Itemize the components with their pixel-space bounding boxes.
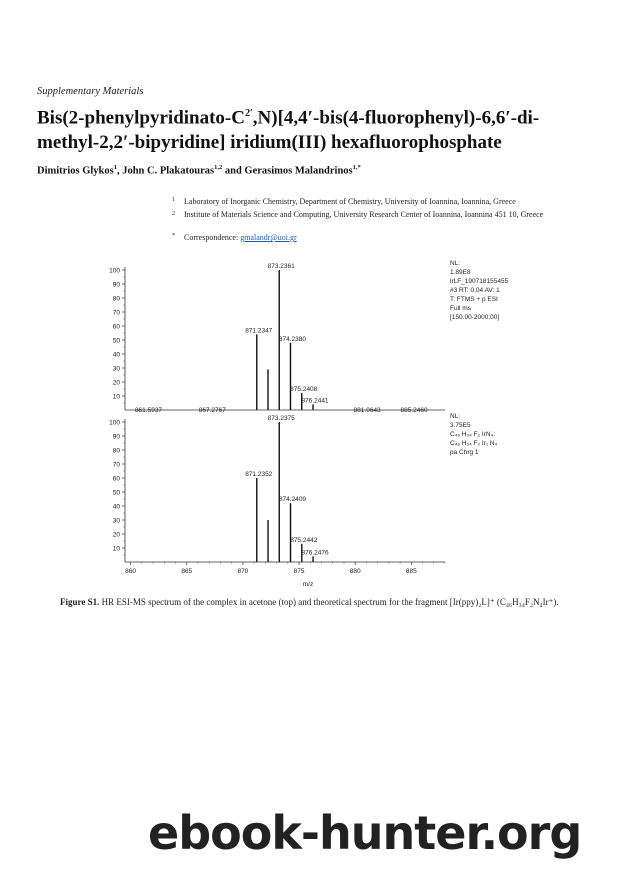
peak-label: 873.2375 — [267, 415, 295, 422]
y-tick-label: 60 — [112, 475, 120, 483]
top-axis-mass-labels — [135, 407, 428, 414]
peak-label: 876.2441 — [301, 397, 329, 405]
y-tick-label: 30 — [112, 365, 120, 373]
top-spectrum — [109, 260, 508, 414]
top-info-line: [150.00-2000.00] — [450, 314, 500, 321]
caption-text: HR ESI-MS spectrum of the complex in acetone (top) and theoretical spectrum for the fragment [Ir(ppy)₂L]⁺ (C₄₆H₃₄F₂N₄Ir⁺). — [99, 597, 559, 607]
correspondence-star: * — [172, 233, 175, 239]
peak-label: 874.2409 — [278, 496, 307, 504]
bottom-info-line: C₄₆ H₃₄ F₂ IrN₄: — [450, 431, 495, 438]
title-line-1: $Bis(2-phenylpyridinato-C^{2'},N)[4,4'-bis(4-fluorophenyl)-6,6'-di-$ — [37, 107, 540, 129]
axis-mass-label: 885.2460 — [400, 407, 428, 414]
x-tick-label: 865 — [181, 568, 193, 575]
x-tick-label: 885 — [405, 568, 417, 575]
top-info-line: NL: — [450, 260, 461, 267]
axis-mass-label: 861.5937 — [134, 407, 163, 414]
bottom-y-ticks — [109, 419, 125, 555]
x-axis-label: m/z — [302, 581, 314, 588]
correspondence-prefix: Correspondence: — [184, 233, 241, 242]
y-tick-label: 10 — [112, 545, 120, 553]
peak-label: 875.2442 — [290, 536, 318, 544]
watermark-text: ebook-hunter.org — [148, 806, 582, 860]
y-tick-label: 70 — [112, 461, 120, 469]
y-tick-label: 10 — [112, 393, 120, 401]
paper-title — [37, 101, 597, 155]
y-tick-label: 80 — [112, 447, 120, 455]
top-info-line: 1.89E8 — [450, 269, 471, 276]
y-tick-label: 60 — [112, 323, 120, 331]
correspondence — [172, 233, 297, 242]
top-info-line: Full ms — [450, 305, 471, 312]
peak-label: 873.2361 — [267, 263, 295, 270]
y-tick-label: 80 — [112, 295, 120, 303]
y-tick-label: 50 — [112, 337, 120, 345]
peak-label: 875.2408 — [290, 386, 318, 394]
title-line-2: methyl-2,2′-bipyridine] iridium(III) hexafluorophosphate — [37, 132, 502, 154]
y-tick-label: 100 — [109, 419, 120, 427]
y-tick-label: 40 — [112, 351, 120, 359]
top-info-line: lrLF_190718155455 — [450, 278, 509, 285]
figure-caption — [60, 596, 575, 609]
correspondence-email-link[interactable]: gmalandr@uoi.gr — [240, 233, 297, 242]
x-tick-label: 875 — [293, 568, 305, 575]
y-tick-label: 70 — [112, 309, 120, 317]
y-tick-label: 20 — [112, 379, 120, 387]
affiliation-text: Institute of Materials Science and Computing, University Research Center of Ioannina, Ioannina 451 10, Greece — [184, 210, 544, 219]
x-tick-label: 870 — [237, 568, 249, 575]
y-tick-label: 20 — [112, 531, 120, 539]
y-tick-label: 40 — [112, 503, 120, 511]
peak-label: 874.2380 — [278, 335, 307, 343]
x-tick-label: 880 — [349, 568, 361, 575]
affiliation-2 — [172, 209, 582, 221]
bottom-info-line: pa Chrg 1 — [450, 449, 479, 456]
affiliation-number: 2 — [172, 211, 175, 217]
x-tick-label: 860 — [125, 568, 137, 575]
y-tick-label: 30 — [112, 517, 120, 525]
top-info-line: T: FTMS + p ESI — [450, 296, 498, 303]
y-tick-label: 90 — [112, 433, 120, 441]
top-peaks — [245, 263, 329, 410]
bottom-info-line: C₄₆ H₃₄ F₂ Ir₁ N₄ — [450, 440, 498, 447]
affiliation-number: 1 — [172, 197, 175, 203]
bottom-peaks — [245, 415, 329, 562]
bottom-spectrum — [109, 413, 497, 588]
affiliation-text: Laboratory of Inorganic Chemistry, Department of Chemistry, University of Ioannina, Ioannina, Greece — [184, 197, 516, 206]
peak-label: 871.2347 — [245, 327, 273, 335]
author-list: Dimitrios Glykos$^1$, John C. Plakatouras$^{1,2}$ and Gerasimos Malandrinos$^{1,*}$ — [37, 164, 361, 177]
affiliation-1 — [172, 197, 516, 206]
peak-label: 871.2352 — [245, 471, 273, 478]
top-info-line: #3 RT: 0.04 AV: 1 — [450, 287, 500, 294]
bottom-info-line: NL: — [450, 413, 461, 420]
y-tick-label: 90 — [112, 281, 120, 289]
peak-label: 876.2476 — [301, 549, 329, 557]
bottom-x-ticks — [125, 562, 445, 575]
supplementary-label: Supplementary Materials — [37, 86, 144, 97]
top-y-ticks — [109, 267, 125, 403]
caption-label: Figure S1. — [60, 597, 100, 607]
bottom-info-line: 3.75E5 — [450, 422, 471, 429]
axis-mass-label: 881.0643 — [353, 407, 381, 414]
ms-spectra-figure — [95, 255, 515, 590]
axis-mass-label: 867.2767 — [198, 407, 226, 414]
y-tick-label: 50 — [112, 489, 120, 497]
y-tick-label: 100 — [109, 267, 120, 275]
